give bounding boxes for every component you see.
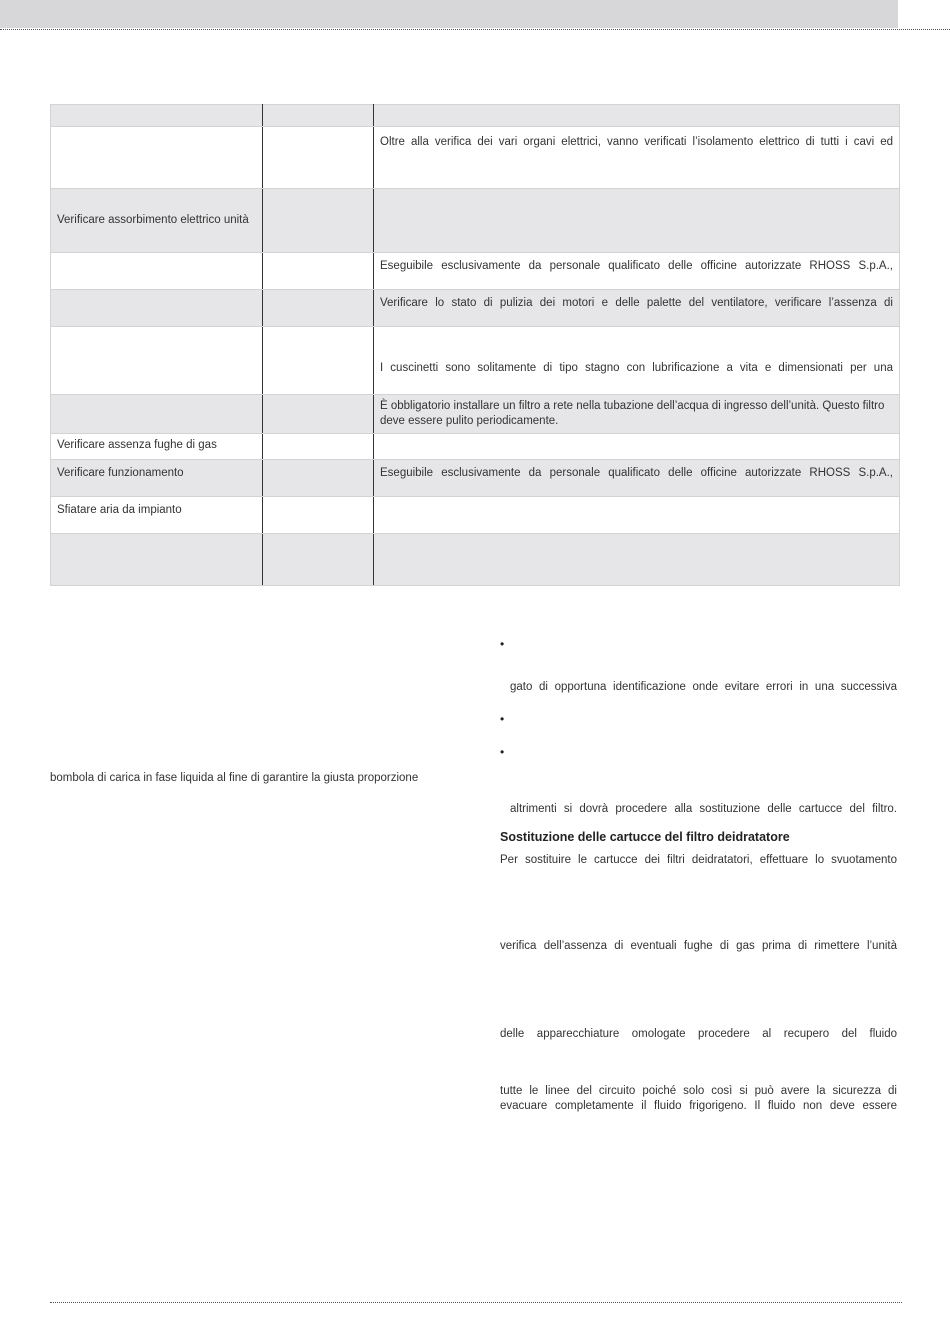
table-cell-note: [374, 189, 900, 253]
table-row: [51, 497, 900, 534]
table-row: [51, 290, 900, 327]
table-row: [51, 105, 900, 127]
table-row: [51, 395, 900, 434]
table-row: [51, 434, 900, 460]
header-divider: [0, 29, 950, 30]
table-cell-note: Oltre alla verifica dei vari organi elettrici, vanno verificati l’isolamento elettrico di tutti i cavi ed: [374, 127, 900, 189]
table-cell-period: [263, 189, 374, 253]
table-cell-action: [51, 105, 263, 127]
table-cell-period: [263, 534, 374, 586]
table-cell-note: [374, 434, 900, 460]
table-cell-period: [263, 105, 374, 127]
table-cell-action: Verificare assenza fughe di gas: [51, 434, 263, 460]
section-heading: Sostituzione delle cartucce del filtro deidratatore: [500, 830, 790, 844]
table-cell-period: [263, 127, 374, 189]
right-text-line: altrimenti si dovrà procedere alla sostituzione delle cartucce del filtro.: [510, 803, 897, 815]
bullet-icon: •: [500, 712, 505, 726]
table-row: [51, 189, 900, 253]
table-row: [51, 327, 900, 395]
table-cell-note: È obbligatorio installare un filtro a rete nella tubazione dell’acqua di ingresso dell’unità. Questo filtro deve essere pulito periodicamente.: [374, 395, 900, 434]
footer-divider: [50, 1302, 902, 1303]
bullet-icon: •: [500, 745, 505, 759]
right-text-line: delle apparecchiature omologate procedere al recupero del fluido: [500, 1028, 897, 1040]
table-cell-action: [51, 327, 263, 395]
table-cell-period: [263, 497, 374, 534]
table-cell-action: [51, 534, 263, 586]
table-row: [51, 460, 900, 497]
table-cell-note: [374, 105, 900, 127]
table-cell-note: Verificare lo stato di pulizia dei motori e delle palette del ventilatore, verificare l’assenza di: [374, 290, 900, 327]
maintenance-table: [50, 104, 900, 586]
table-cell-action: Sfiatare aria da impianto: [51, 497, 263, 534]
table-cell-note: I cuscinetti sono solitamente di tipo stagno con lubrificazione a vita e dimensionati per una: [374, 327, 900, 395]
table-cell-action: [51, 253, 263, 290]
table-cell-action: [51, 127, 263, 189]
right-text-line: evacuare completamente il fluido frigorigeno. Il fluido non deve essere: [500, 1100, 897, 1112]
table-cell-note: [374, 497, 900, 534]
table-cell-period: [263, 395, 374, 434]
table-row: [51, 253, 900, 290]
table-cell-period: [263, 253, 374, 290]
table-cell-period: [263, 290, 374, 327]
table-cell-action: Verificare funzionamento: [51, 460, 263, 497]
table-cell-note: Eseguibile esclusivamente da personale qualificato delle officine autorizzate RHOSS S.p.A.,: [374, 460, 900, 497]
left-text-line: bombola di carica in fase liquida al fine di garantire la giusta proporzione: [50, 772, 419, 784]
table-cell-note: [374, 534, 900, 586]
table-cell-period: [263, 327, 374, 395]
table-cell-period: [263, 434, 374, 460]
right-text-line: tutte le linee del circuito poiché solo così si può avere la sicurezza di: [500, 1085, 897, 1097]
header-bar: [0, 0, 898, 28]
bullet-icon: •: [500, 637, 505, 651]
right-text-line: verifica dell’assenza di eventuali fughe di gas prima di rimettere l’unità: [500, 940, 897, 952]
table-row: [51, 127, 900, 189]
table-cell-period: [263, 460, 374, 497]
table-cell-note: Eseguibile esclusivamente da personale qualificato delle officine autorizzate RHOSS S.p.A.,: [374, 253, 900, 290]
table-cell-action: [51, 290, 263, 327]
right-text-line: gato di opportuna identificazione onde evitare errori in una successiva: [510, 681, 897, 693]
table-cell-action: [51, 395, 263, 434]
table-cell-action: Verificare assorbimento elettrico unità: [51, 189, 263, 253]
right-text-line: Per sostituire le cartucce dei filtri deidratatori, effettuare lo svuotamento: [500, 854, 897, 866]
table-row: [51, 534, 900, 586]
